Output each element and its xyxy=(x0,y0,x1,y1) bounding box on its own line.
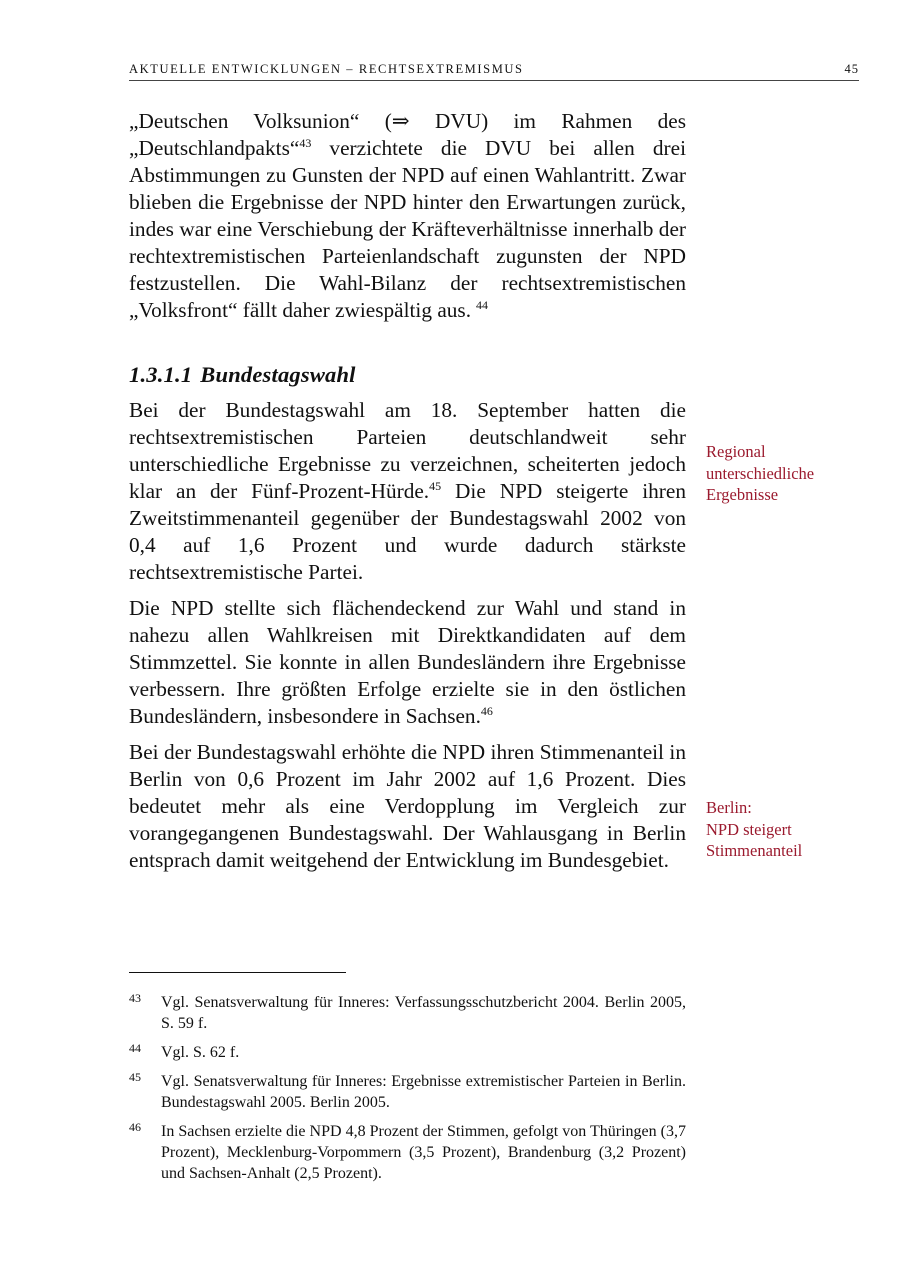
paragraph-4: Bei der Bundestagswahl erhöhte die NPD ihren Stimmenanteil in Berlin von 0,6 Prozent im Jahr 2002 auf 1,6 Prozent. Dies bedeutet mehr als eine Verdopplung im Vergleich zur vorangegangenen Bundestagswahl. Der Wahlausgang in Berlin entsprach damit weitgehend der Entwicklung im Bundesgebiet. xyxy=(129,740,686,872)
paragraph-1 xyxy=(129,108,686,324)
footnote-number: 45 xyxy=(129,1070,141,1084)
main-text xyxy=(129,108,686,883)
footnote-number: 46 xyxy=(129,1120,141,1134)
section-title: Bundestagswahl xyxy=(200,362,356,387)
footnote-text: In Sachsen erzielte die NPD 4,8 Prozent der Stimmen, gefolgt von Thüringen (3,7 Prozent), Mecklenburg-Vorpommern (3,5 Prozent), Brandenburg (3,2 Prozent) und Sachsen-Anhalt (2,5 Prozent). xyxy=(161,1123,686,1182)
paragraph-3 xyxy=(129,595,686,730)
footnote-number: 44 xyxy=(129,1041,141,1055)
margin-note-line: Regional xyxy=(706,442,766,461)
paragraph-3-text: Die NPD stellte sich flächendeckend zur Wahl und stand in nahezu allen Wahlkreisen mit Direktkandidaten auf dem Stimmzettel. Sie konnte in allen Bundesländern ihre Ergebnisse verbessern. Ihre größten Erfolge erzielte sie in den östlichen Bundesländern, insbesondere in Sachsen. xyxy=(129,596,686,728)
paragraph-2 xyxy=(129,397,686,586)
margin-note-line: NPD steigert xyxy=(706,819,792,839)
section-number: 1.3.1.1 xyxy=(129,362,193,387)
running-title: AKTUELLE ENTWICKLUNGEN – RECHTSEXTREMISMUS xyxy=(129,62,524,76)
page-number: 45 xyxy=(844,62,859,76)
footnote-46 xyxy=(129,1121,686,1184)
margin-note-line: Berlin: xyxy=(706,798,752,817)
footnote-43 xyxy=(129,992,686,1034)
footnote-text: Vgl. Senatsverwaltung für Inneres: Verfassungsschutzbericht 2004. Berlin 2005, S. 59 f. xyxy=(161,994,686,1032)
section-heading xyxy=(129,361,686,388)
running-header xyxy=(129,62,859,81)
footnotes xyxy=(129,992,686,1192)
margin-note-regional xyxy=(706,441,856,506)
margin-note-line: Ergebnisse xyxy=(706,485,779,504)
footnote-ref-43[interactable]: 43 xyxy=(299,136,312,150)
footnote-ref-44[interactable]: 44 xyxy=(476,298,489,312)
footnote-number: 43 xyxy=(129,991,141,1005)
footnote-ref-46[interactable]: 46 xyxy=(480,704,493,718)
margin-note-line: unterschiedliche xyxy=(706,463,815,483)
paragraph-1-text-b: verzichtete die DVU bei allen drei Abstimmungen zu Gunsten der NPD auf einen Wahlantritt. Zwar blieben die Ergebnisse der NPD hinter den Erwartungen zurück, indes war eine Verschiebung der Kräfteverhältnisse innerhalb der rechtextremistischen Parteienlandschaft zugunsten der NPD festzustellen. Die Wahl-Bilanz der rechtsextremistischen „Volksfront“ fällt daher zwiespältig aus. xyxy=(129,136,686,322)
margin-note-berlin xyxy=(706,797,856,862)
margin-note-line: Stimmenanteil xyxy=(706,841,803,860)
footnote-separator xyxy=(129,972,346,973)
paragraph-2-text-b: Die NPD steigerte ihren Zweitstimmenanteil gegenüber der Bundestagswahl 2002 von 0,4 auf 1,6 Prozent und wurde dadurch stärkste rechtsextremistische Partei. xyxy=(129,479,686,584)
paragraph-2-text-a: Bei der Bundestagswahl am 18. September hatten die rechtsextremistischen Parteien deutschlandweit sehr unterschiedliche Ergebnisse zu verzeichnen, scheiterten jedoch klar an der Fünf-Prozent-Hürde. xyxy=(129,398,686,503)
paragraph-1-text-a: „Deutschen Volksunion“ (⇒ DVU) im Rahmen des „Deutschlandpakts“ xyxy=(129,109,686,160)
footnote-text: Vgl. Senatsverwaltung für Inneres: Ergebnisse extremistischer Parteien in Berlin. Bundestagswahl 2005. Berlin 2005. xyxy=(161,1073,686,1111)
footnote-45 xyxy=(129,1071,686,1113)
footnote-text: Vgl. S. 62 f. xyxy=(161,1044,240,1061)
footnote-ref-45[interactable]: 45 xyxy=(429,479,442,493)
footnote-44 xyxy=(129,1042,686,1063)
